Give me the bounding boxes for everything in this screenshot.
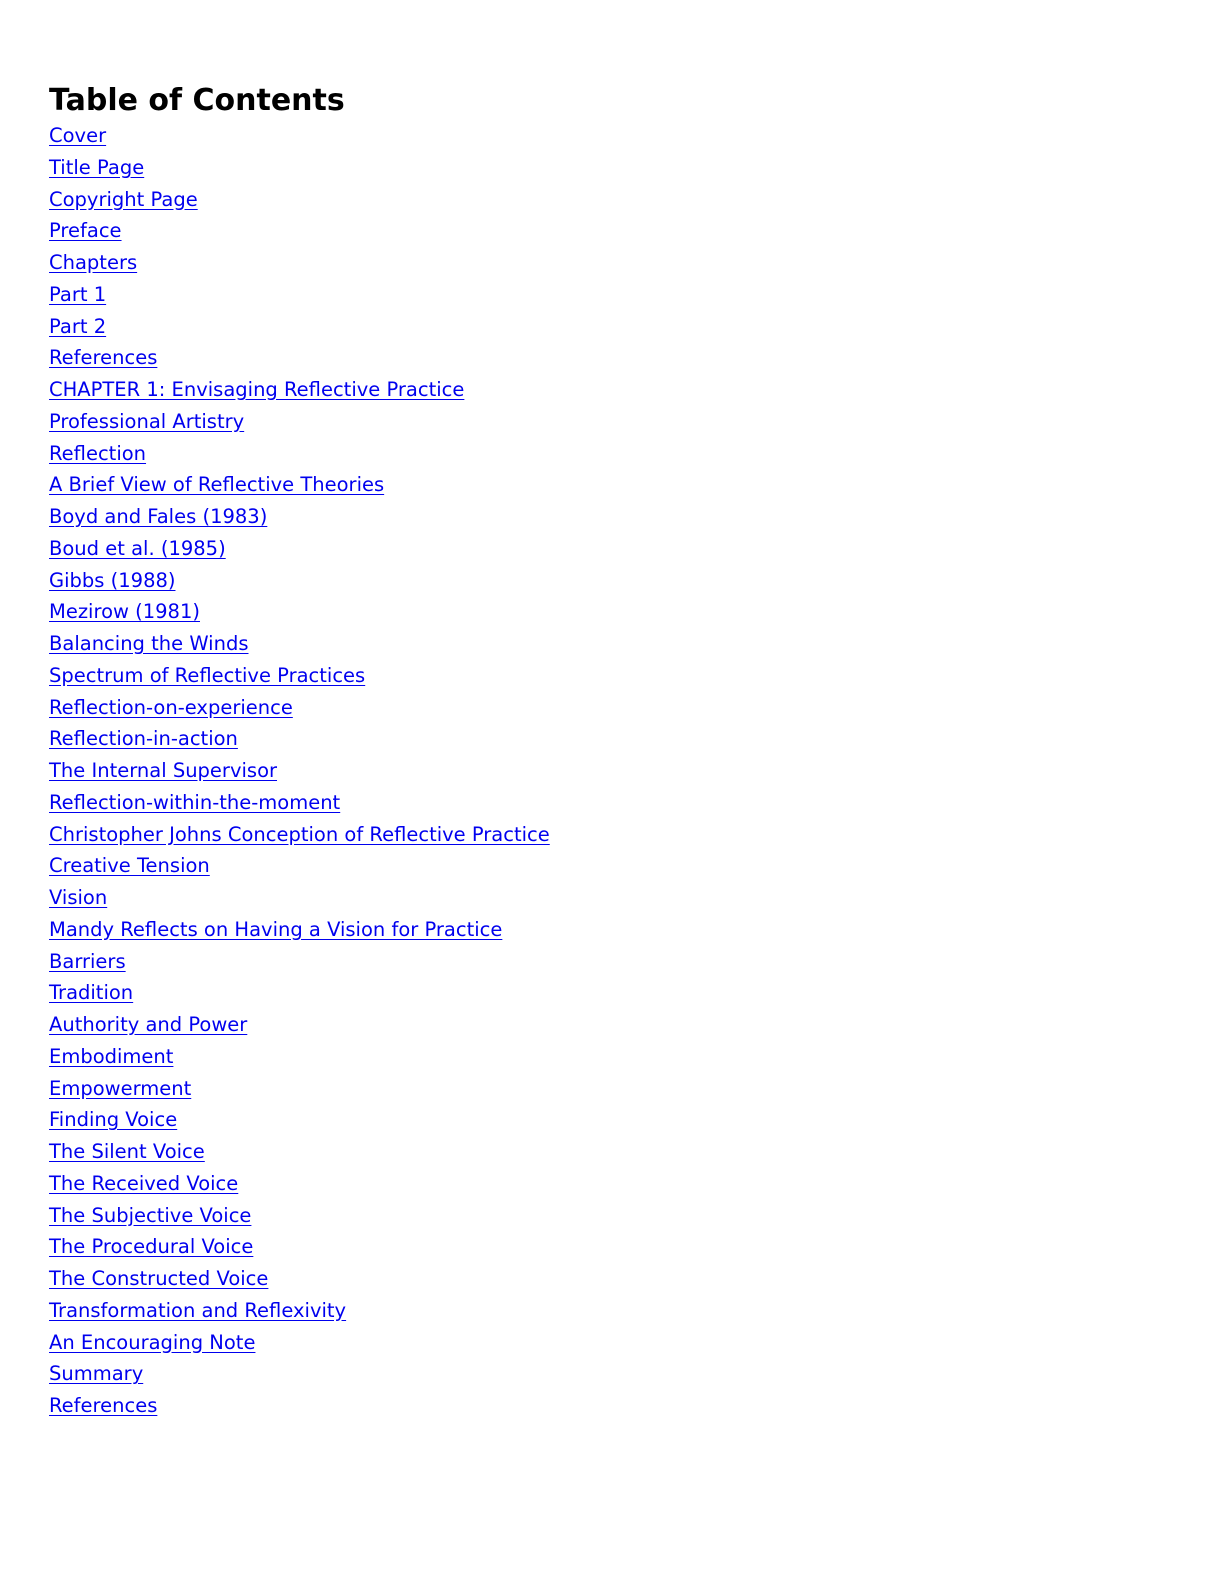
toc-link[interactable]: Tradition [49,981,134,1005]
toc-link[interactable]: References [49,346,158,370]
toc-link[interactable]: Part 1 [49,282,107,306]
toc-link[interactable]: The Procedural Voice [49,1235,254,1259]
toc-list-item [49,692,1149,724]
toc-list-item [49,501,1149,533]
toc-page [49,82,1149,1422]
toc-link[interactable]: Cover [49,124,107,147]
toc-link[interactable]: The Subjective Voice [49,1203,252,1227]
toc-list-item [49,247,1149,279]
toc-link[interactable]: CHAPTER 1: Envisaging Reflective Practice [49,378,465,401]
toc-list-item [49,628,1149,660]
toc-link[interactable]: Part 2 [49,314,107,338]
toc-link[interactable]: The Received Voice [49,1171,239,1195]
toc-link[interactable]: Finding Voice [49,1108,178,1132]
toc-list-item [49,1358,1149,1390]
toc-list-item [49,850,1149,882]
toc-list-item [49,1041,1149,1073]
toc-list-item [49,1073,1149,1105]
toc-link[interactable]: Copyright Page [49,187,198,211]
page-title: Table of Contents [49,83,345,118]
toc-list-item [49,1200,1149,1232]
toc-list-item [49,1327,1149,1359]
toc-link[interactable]: Christopher Johns Conception of Reflective Practice [49,822,550,846]
toc-link[interactable]: Transformation and Reflexivity [49,1298,347,1322]
toc-list-item [49,596,1149,628]
toc-link[interactable]: Professional Artistry [49,409,245,433]
toc-link[interactable]: Empowerment [49,1076,192,1100]
toc-list-item [49,184,1149,216]
toc-list-item [49,533,1149,565]
toc-list-item [49,469,1149,501]
toc-list-item [49,311,1149,343]
toc-list-item [49,755,1149,787]
toc-link[interactable]: Embodiment [49,1044,174,1068]
toc-link[interactable]: Boud et al. (1985) [49,536,226,560]
toc-list-item [49,1231,1149,1263]
toc-link[interactable]: References [49,1394,158,1417]
toc-link[interactable]: Barriers [49,949,126,973]
toc-list-item [49,406,1149,438]
toc-list-item [49,565,1149,597]
toc-link[interactable]: Reflection-in-action [49,727,238,751]
toc-list-item [49,1168,1149,1200]
toc-link[interactable]: Boyd and Fales (1983) [49,505,268,528]
toc-link[interactable]: Spectrum of Reflective Practices [49,663,366,687]
toc-list-item [49,977,1149,1009]
toc-list-item [49,438,1149,470]
toc-list-item [49,1104,1149,1136]
toc-link[interactable]: Creative Tension [49,854,210,878]
toc-link[interactable]: Mandy Reflects on Having a Vision for Practice [49,917,503,941]
toc-list-item [49,1263,1149,1295]
toc-link[interactable]: Preface [49,219,122,243]
toc-list-item [49,279,1149,311]
toc-link[interactable]: Vision [49,886,108,909]
toc-link[interactable]: Authority and Power [49,1013,248,1036]
toc-list-item [49,1136,1149,1168]
toc-link[interactable]: Reflection [49,441,147,465]
toc-list-item [49,374,1149,406]
toc-list-item [49,660,1149,692]
toc-list-item [49,1009,1149,1041]
toc-link[interactable]: Summary [49,1362,144,1386]
toc-list-item [49,819,1149,851]
toc-list-item [49,914,1149,946]
toc-link[interactable]: A Brief View of Reflective Theories [49,473,385,497]
toc-link[interactable]: Chapters [49,251,138,274]
toc-link[interactable]: The Internal Supervisor [49,759,278,782]
toc-list-item [49,342,1149,374]
toc-list-item [49,120,1149,152]
toc-list-item [49,215,1149,247]
toc-link[interactable]: Mezirow (1981) [49,600,200,624]
toc-link[interactable]: The Constructed Voice [49,1267,269,1290]
toc-list-item [49,946,1149,978]
toc-list-item [49,723,1149,755]
toc-list-item [49,1390,1149,1422]
toc-link[interactable]: An Encouraging Note [49,1330,256,1354]
toc-link[interactable]: Balancing the Winds [49,632,249,655]
toc-link[interactable]: Gibbs (1988) [49,568,176,592]
toc-link[interactable]: Title Page [49,155,145,179]
toc-list-item [49,1295,1149,1327]
toc-link[interactable]: The Silent Voice [49,1140,205,1163]
toc-link[interactable]: Reflection-on-experience [49,695,293,719]
toc-list-item [49,787,1149,819]
toc-list [49,120,1149,1422]
toc-list-item [49,882,1149,914]
toc-list-item [49,152,1149,184]
toc-link[interactable]: Reflection-within-the-moment [49,790,341,814]
